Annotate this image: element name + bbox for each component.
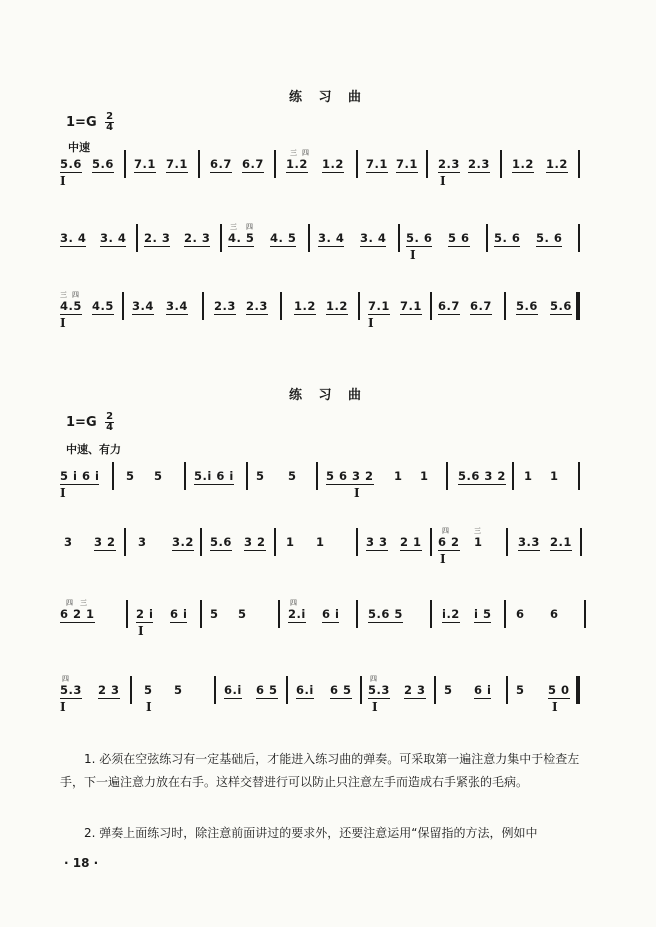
note-group: 5. 6 — [536, 231, 563, 245]
note-group: 5 — [154, 469, 163, 483]
barline — [280, 292, 282, 320]
note-group: 6 — [550, 607, 559, 621]
note-group: 6 — [516, 607, 525, 621]
barline — [202, 292, 204, 320]
barline — [286, 676, 288, 704]
note-group: 5 — [256, 469, 265, 483]
note-group: 5 — [174, 683, 183, 697]
note-paragraph-1: 1. 必须在空弦练习有一定基础后，才能进入练习曲的弹奏。可采取第一遍注意力集中于检查左手，下一遍注意力放在右手。这样交替进行可以防止只注意左手而造成右手紧张的毛病。 — [60, 752, 580, 789]
piece-2-key-signature — [66, 412, 114, 433]
barline — [356, 528, 358, 556]
note-group: 1 — [524, 469, 533, 483]
finger-mark: 四 — [290, 599, 297, 607]
piece-1-title: 练 习 曲 — [288, 90, 368, 105]
note-group: 6 2 — [438, 535, 460, 549]
finger-mark: 四 — [442, 527, 449, 535]
barline — [398, 224, 400, 252]
piece-2-title: 练 习 曲 — [288, 388, 368, 403]
time-bottom: 4 — [106, 422, 114, 433]
note-group: 7.1 — [396, 157, 418, 171]
position-mark: I — [354, 486, 360, 500]
note-group: 5 — [516, 683, 525, 697]
note-paragraph-2: 2. 弹奏上面练习时，除注意前面讲过的要求外，还要注意运用“保留指的方法，例如中 — [84, 826, 538, 840]
finger-mark: 四 — [62, 675, 69, 683]
position-mark: I — [372, 700, 378, 714]
position-mark: I — [552, 700, 558, 714]
note-group: 6 5 — [256, 683, 278, 697]
position-mark: I — [440, 552, 446, 566]
barline — [580, 528, 582, 556]
note-group: 5 i 6 i — [60, 469, 100, 483]
note-group: 6 5 — [330, 683, 352, 697]
note-group: 3.4 — [166, 299, 188, 313]
note-group: 5.3 — [368, 683, 390, 697]
note-group: 6.7 — [242, 157, 264, 171]
barline — [486, 224, 488, 252]
note-group: 5 — [238, 607, 247, 621]
note-group: 7.1 — [166, 157, 188, 171]
barline — [126, 600, 128, 628]
note-group: i.2 — [442, 607, 460, 621]
barline — [200, 600, 202, 628]
time-signature — [105, 412, 114, 433]
barline — [308, 224, 310, 252]
note-group: 1.2 — [322, 157, 344, 171]
note-group: 1.2 — [294, 299, 316, 313]
note-group: 6.7 — [210, 157, 232, 171]
note-group: 3. 4 — [318, 231, 345, 245]
final-barline — [576, 292, 580, 320]
barline — [578, 462, 580, 490]
position-mark: I — [60, 700, 66, 714]
note-group: 2 1 — [400, 535, 422, 549]
finger-mark: 三 — [290, 149, 297, 157]
finger-mark: 四 — [246, 223, 253, 231]
note-group: 2.1 — [550, 535, 572, 549]
final-barline — [576, 676, 580, 704]
note-group: 5 — [288, 469, 297, 483]
position-mark: I — [138, 624, 144, 638]
finger-mark: 三 — [80, 599, 87, 607]
note-group: 6.7 — [470, 299, 492, 313]
time-signature — [105, 112, 114, 133]
note-group: 3. 4 — [100, 231, 127, 245]
note-group: 7.1 — [134, 157, 156, 171]
note-group: 5.6 — [210, 535, 232, 549]
note-group: 2 i — [136, 607, 154, 621]
page-number: · 18 · — [64, 856, 99, 870]
piece-1-key-signature — [66, 112, 114, 133]
key-text: 1=G — [66, 415, 97, 430]
note-group: 2.3 — [438, 157, 460, 171]
barline — [434, 676, 436, 704]
note-group: 5.6 — [92, 157, 114, 171]
note-group: 5.6 — [516, 299, 538, 313]
note-group: 5 — [126, 469, 135, 483]
barline — [220, 224, 222, 252]
position-mark: I — [440, 174, 446, 188]
note-group: 3. 4 — [360, 231, 387, 245]
note-group: 1.2 — [326, 299, 348, 313]
note-group: 2. 3 — [144, 231, 171, 245]
note-group: 3 — [138, 535, 147, 549]
barline — [274, 528, 276, 556]
note-group: 5. 6 — [494, 231, 521, 245]
barline — [430, 600, 432, 628]
finger-mark: 四 — [72, 291, 79, 299]
barline — [200, 528, 202, 556]
position-mark: I — [60, 174, 66, 188]
note-group: 3 2 — [244, 535, 266, 549]
piece-1-tempo: 中速 — [68, 141, 90, 154]
note-group: 4.5 — [60, 299, 82, 313]
barline — [504, 292, 506, 320]
note-group: 7.1 — [368, 299, 390, 313]
finger-mark: 三 — [474, 527, 481, 535]
note-group: 1.2 — [286, 157, 308, 171]
barline — [356, 600, 358, 628]
position-mark: I — [146, 700, 152, 714]
barline — [198, 150, 200, 178]
note-group: 1 — [286, 535, 295, 549]
note-group: 1 — [550, 469, 559, 483]
time-top: 2 — [106, 411, 114, 422]
note-group: 2 3 — [98, 683, 120, 697]
barline — [124, 150, 126, 178]
finger-mark: 三 — [230, 223, 237, 231]
note-group: 6 i — [170, 607, 188, 621]
note-group: 1 — [474, 535, 483, 549]
note-group: 3.4 — [132, 299, 154, 313]
barline — [124, 528, 126, 556]
note-group: 1.2 — [546, 157, 568, 171]
finger-mark: 四 — [302, 149, 309, 157]
note-group: 3. 4 — [60, 231, 87, 245]
barline — [274, 150, 276, 178]
note-group: 5.3 — [60, 683, 82, 697]
barline — [184, 462, 186, 490]
barline — [358, 292, 360, 320]
key-text: 1=G — [66, 115, 97, 130]
piece-2-tempo: 中速、有力 — [66, 443, 121, 456]
note-group: 5.6 — [60, 157, 82, 171]
barline — [278, 600, 280, 628]
note-group: 5. 6 — [406, 231, 433, 245]
note-group: 2 3 — [404, 683, 426, 697]
note-group: 5.6 3 2 — [458, 469, 506, 483]
position-mark: I — [60, 486, 66, 500]
note-group: 3 — [64, 535, 73, 549]
barline — [504, 600, 506, 628]
position-mark: I — [368, 316, 374, 330]
barline — [446, 462, 448, 490]
note-group: 2.3 — [246, 299, 268, 313]
note-group: 2.3 — [468, 157, 490, 171]
note-group: 5 — [210, 607, 219, 621]
barline — [500, 150, 502, 178]
note-group: 3.3 — [518, 535, 540, 549]
note-group: 2. 3 — [184, 231, 211, 245]
note-group: 1 — [394, 469, 403, 483]
note-group: 2.3 — [214, 299, 236, 313]
note-group: 6.i — [224, 683, 242, 697]
barline — [430, 528, 432, 556]
note-group: 3.2 — [172, 535, 194, 549]
note-group: 3 3 — [366, 535, 388, 549]
note-group: 7.1 — [366, 157, 388, 171]
note-group: 5.6 5 — [368, 607, 403, 621]
note-group: 2.i — [288, 607, 306, 621]
barline — [506, 676, 508, 704]
note-group: 6 i — [322, 607, 340, 621]
note-group: 6.7 — [438, 299, 460, 313]
barline — [578, 150, 580, 178]
note-group: 4. 5 — [228, 231, 255, 245]
barline — [584, 600, 586, 628]
note-group: 4.5 — [92, 299, 114, 313]
barline — [430, 292, 432, 320]
barline — [130, 676, 132, 704]
barline — [122, 292, 124, 320]
note-group: 6 i — [474, 683, 492, 697]
note-group: 5 0 — [548, 683, 570, 697]
position-mark: I — [60, 316, 66, 330]
barline — [316, 462, 318, 490]
note-group: 7.1 — [400, 299, 422, 313]
position-mark: I — [410, 248, 416, 262]
finger-mark: 四 — [370, 675, 377, 683]
note-group: 5 — [444, 683, 453, 697]
time-top: 2 — [106, 111, 114, 122]
barline — [214, 676, 216, 704]
note-group: 5.6 — [550, 299, 572, 313]
note-group: 6 2 1 — [60, 607, 95, 621]
barline — [360, 676, 362, 704]
time-bottom: 4 — [106, 122, 114, 133]
note-group: 6.i — [296, 683, 314, 697]
note-group: 1.2 — [512, 157, 534, 171]
barline — [578, 224, 580, 252]
barline — [112, 462, 114, 490]
note-group: 1 — [420, 469, 429, 483]
note-group: 3 2 — [94, 535, 116, 549]
barline — [246, 462, 248, 490]
finger-mark: 三 — [60, 291, 67, 299]
note-group: 5 6 3 2 — [326, 469, 374, 483]
finger-mark: 四 — [66, 599, 73, 607]
barline — [136, 224, 138, 252]
note-group: 5.i 6 i — [194, 469, 234, 483]
barline — [356, 150, 358, 178]
note-group: i 5 — [474, 607, 492, 621]
barline — [506, 528, 508, 556]
note-group: 4. 5 — [270, 231, 297, 245]
barline — [426, 150, 428, 178]
note-group: 1 — [316, 535, 325, 549]
note-group: 5 6 — [448, 231, 470, 245]
barline — [512, 462, 514, 490]
note-group: 5 — [144, 683, 153, 697]
